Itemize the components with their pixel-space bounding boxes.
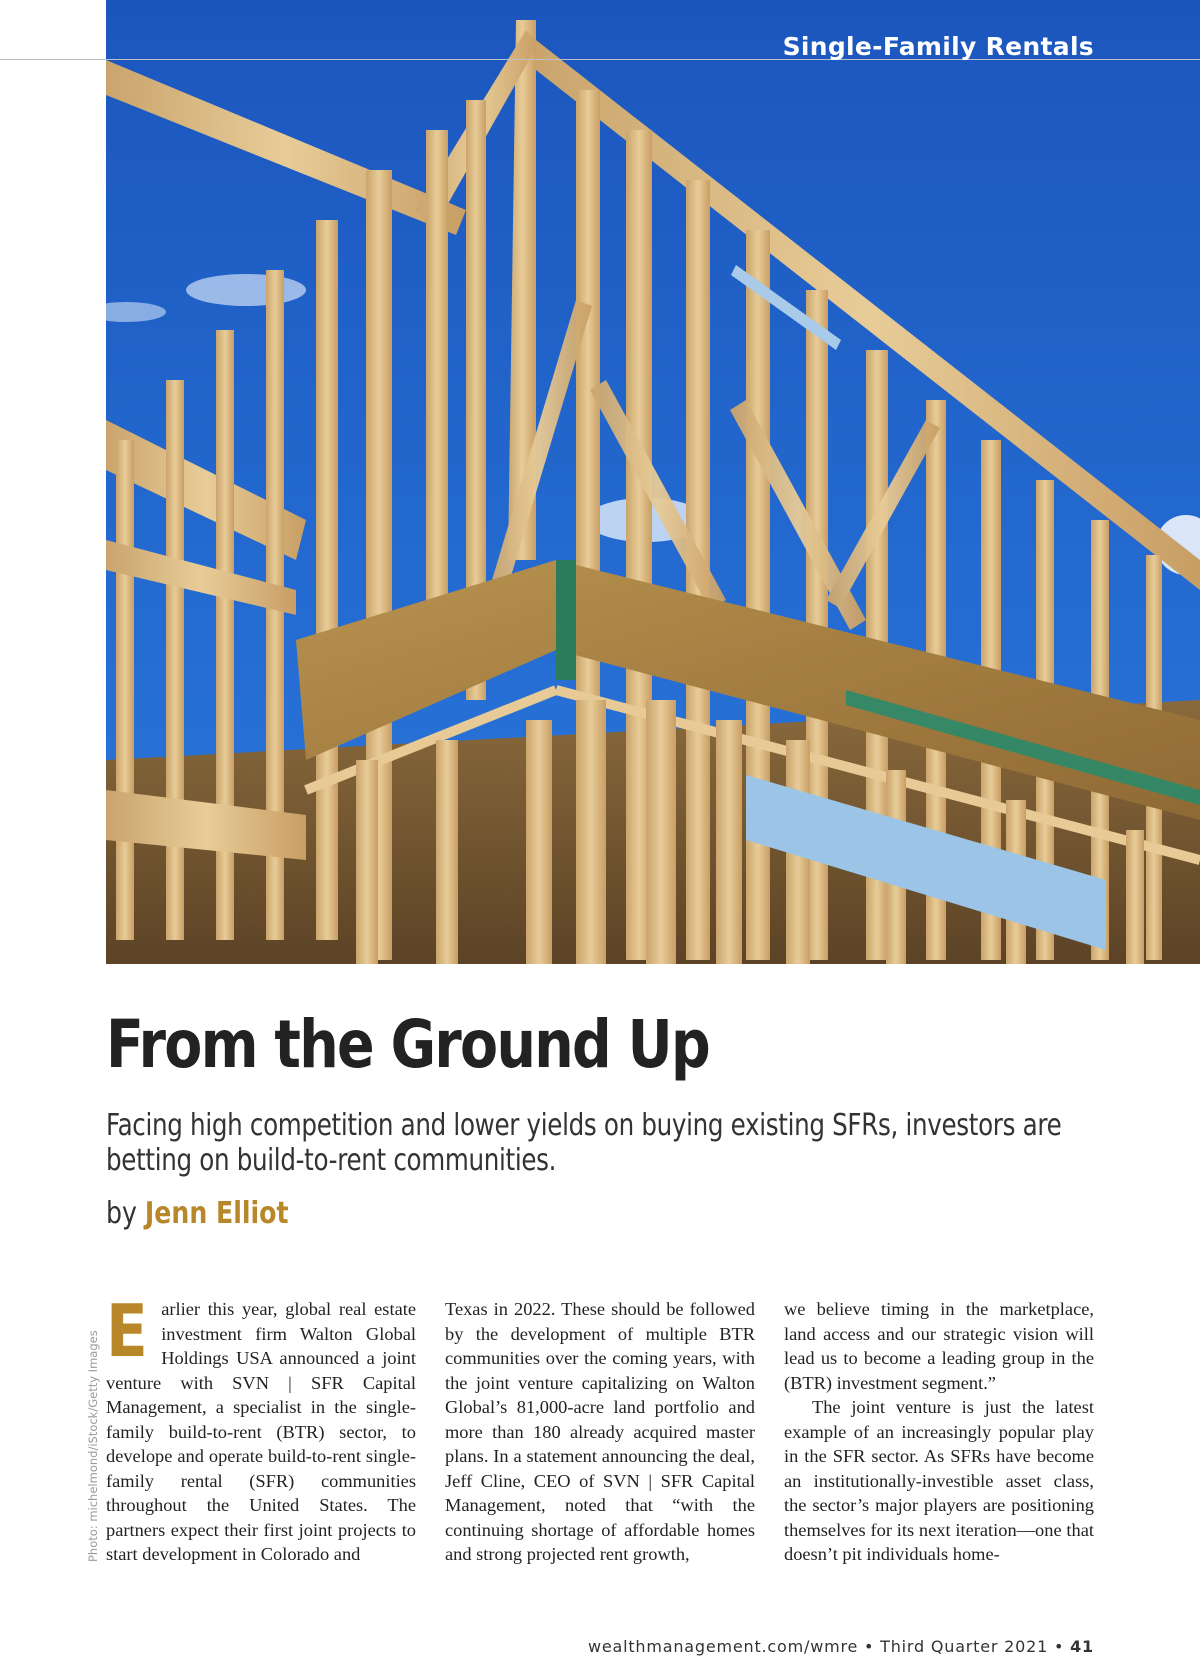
footer-separator-2: •	[1053, 1637, 1065, 1656]
drop-cap: E	[106, 1289, 148, 1373]
article-dek: Facing high competition and lower yields on buying existing SFRs, investors are betting on build-to-rent communities.	[106, 1108, 1062, 1178]
article-body	[106, 1289, 1094, 1569]
column-2-text: Texas in 2022. These should be followed by the development of multiple BTR communities over the coming years, with the joint venture capitalizing on Walton Global’s 81,000-acre land portfolio and more than 180 already acquired master plans. In a statement announcing the deal, Jeff Cline, CEO of SVN | SFR Capital Management, noted that “with the continuing shortage of affordable homes and strong projected rent growth,	[445, 1299, 755, 1564]
column-3	[784, 1297, 1094, 1569]
footer-issue: Third Quarter 2021	[880, 1637, 1049, 1656]
author-name: Jenn Elliot	[144, 1196, 289, 1231]
section-label: Single-Family Rentals	[782, 32, 1094, 61]
byline-prefix: by	[106, 1196, 137, 1231]
article-headline: From the Ground Up	[106, 1006, 710, 1083]
column-1	[106, 1289, 416, 1569]
page-number: 41	[1070, 1637, 1094, 1656]
column-1-text: arlier this year, global real estate investment firm Walton Global Holdings USA announced a joint venture with SVN | SFR Capital Management, a specialist in the single-family build-to-rent (BTR) sector, to develope and operate build-to-rent single-family rental (SFR) communities throughout the United States. The partners expect their first joint projects to start development in Colorado and	[106, 1299, 416, 1564]
footer-site: wealthmanagement.com/wmre	[587, 1637, 859, 1656]
photo-credit: Photo: michelmond/iStock/Getty Images	[86, 1330, 100, 1562]
column-3-paragraph-2: The joint venture is just the latest example of an increasingly popular play in the SFR sector. As SFRs have become an institutionally-investible asset class, the sector’s major players are positioning themselves for its next iteration—one that doesn’t pit individuals home-	[784, 1397, 1094, 1564]
footer-separator-1: •	[864, 1637, 875, 1656]
column-3-paragraph-1: we believe timing in the marketplace, land access and our strategic vision will lead us to become a leading group in the (BTR) investment segment.”	[784, 1299, 1094, 1393]
house-framing-photo	[106, 0, 1200, 964]
column-2	[445, 1297, 755, 1569]
hero-photo	[106, 0, 1200, 964]
byline	[106, 1196, 289, 1231]
page-footer	[588, 1637, 1094, 1656]
